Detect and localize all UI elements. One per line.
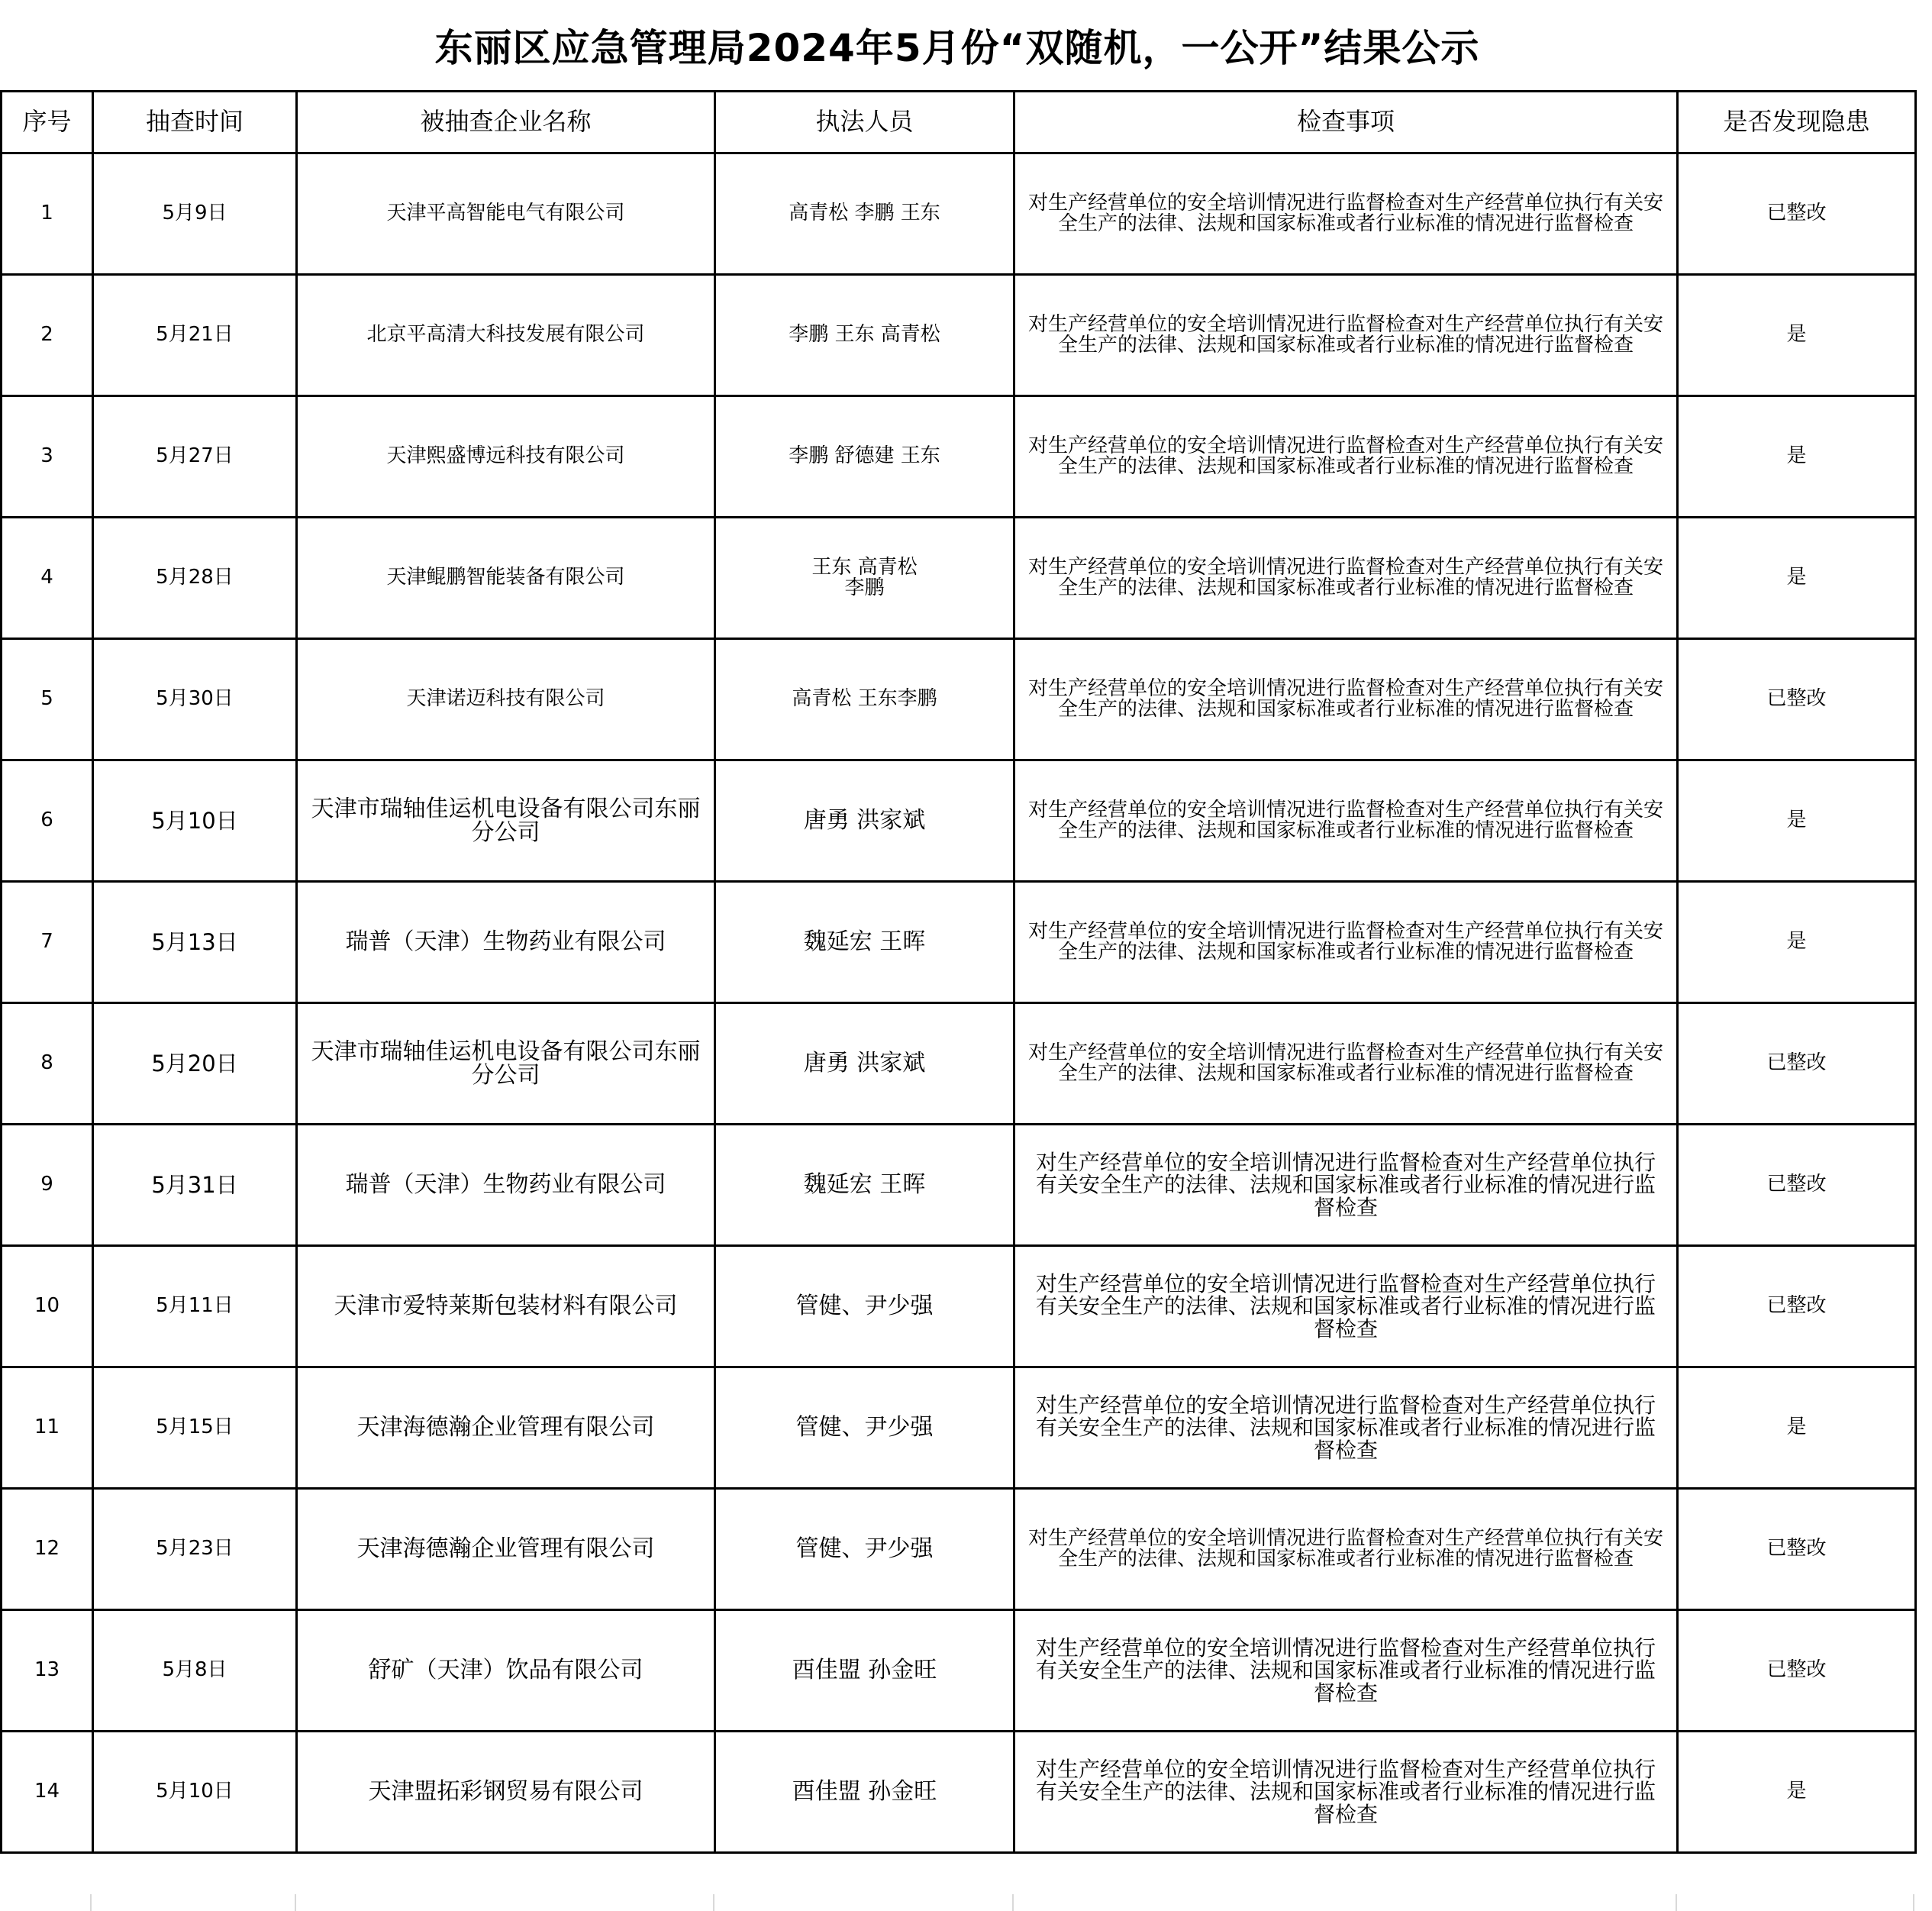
cell-company: 天津市爱特莱斯包装材料有限公司 (297, 1246, 715, 1367)
cell-date: 5月28日 (93, 518, 297, 639)
cell-date: 5月21日 (93, 275, 297, 396)
cell-item: 对生产经营单位的安全培训情况进行监督检查对生产经营单位执行有关安全生产的法律、法规和国家标准或者行业标准的情况进行监督检查 (1014, 760, 1678, 882)
cell-hazard: 是 (1678, 882, 1916, 1003)
cell-staff: 管健、尹少强 (715, 1489, 1014, 1610)
table-row (2, 275, 1916, 396)
cell-item: 对生产经营单位的安全培训情况进行监督检查对生产经营单位执行有关安全生产的法律、法规和国家标准或者行业标准的情况进行监督检查 (1014, 1246, 1678, 1367)
cell-seq: 9 (2, 1125, 93, 1246)
cell-date: 5月10日 (93, 1732, 297, 1853)
cell-date: 5月15日 (93, 1367, 297, 1489)
cell-staff: 李鹏 王东 高青松 (715, 275, 1014, 396)
cell-company: 瑞普（天津）生物药业有限公司 (297, 1125, 715, 1246)
cell-staff: 唐勇 洪家斌 (715, 760, 1014, 882)
header-item: 检查事项 (1014, 92, 1678, 153)
cell-hazard: 已整改 (1678, 1246, 1916, 1367)
cell-item: 对生产经营单位的安全培训情况进行监督检查对生产经营单位执行有关安全生产的法律、法规和国家标准或者行业标准的情况进行监督检查 (1014, 275, 1678, 396)
cell-company: 天津诺迈科技有限公司 (297, 639, 715, 760)
cell-staff: 李鹏 舒德建 王东 (715, 396, 1014, 518)
cell-staff: 酉佳盟 孙金旺 (715, 1610, 1014, 1732)
cell-date: 5月9日 (93, 153, 297, 275)
table-row (2, 1610, 1916, 1732)
table-row (2, 882, 1916, 1003)
cell-hazard: 是 (1678, 518, 1916, 639)
cell-item: 对生产经营单位的安全培训情况进行监督检查对生产经营单位执行有关安全生产的法律、法规和国家标准或者行业标准的情况进行监督检查 (1014, 1489, 1678, 1610)
cell-company: 天津盟拓彩钢贸易有限公司 (297, 1732, 715, 1853)
cell-item: 对生产经营单位的安全培训情况进行监督检查对生产经营单位执行有关安全生产的法律、法规和国家标准或者行业标准的情况进行监督检查 (1014, 153, 1678, 275)
cell-hazard: 是 (1678, 275, 1916, 396)
table-header-row (2, 92, 1916, 153)
cell-hazard: 已整改 (1678, 153, 1916, 275)
cell-item: 对生产经营单位的安全培训情况进行监督检查对生产经营单位执行有关安全生产的法律、法规和国家标准或者行业标准的情况进行监督检查 (1014, 396, 1678, 518)
table-row (2, 518, 1916, 639)
cell-date: 5月10日 (93, 760, 297, 882)
cell-staff: 高青松 李鹏 王东 (715, 153, 1014, 275)
cell-item: 对生产经营单位的安全培训情况进行监督检查对生产经营单位执行有关安全生产的法律、法规和国家标准或者行业标准的情况进行监督检查 (1014, 1610, 1678, 1732)
cell-seq: 4 (2, 518, 93, 639)
cell-seq: 12 (2, 1489, 93, 1610)
cell-date: 5月13日 (93, 882, 297, 1003)
cell-company: 天津海德瀚企业管理有限公司 (297, 1367, 715, 1489)
cell-date: 5月30日 (93, 639, 297, 760)
table-row (2, 1732, 1916, 1853)
page-title: 东丽区应急管理局2024年5月份“双随机，一公开”结果公示 (434, 26, 1480, 70)
cell-hazard: 已整改 (1678, 1003, 1916, 1125)
header-staff: 执法人员 (715, 92, 1014, 153)
cell-seq: 13 (2, 1610, 93, 1732)
header-company: 被抽查企业名称 (297, 92, 715, 153)
cell-staff: 魏延宏 王晖 (715, 882, 1014, 1003)
cell-seq: 6 (2, 760, 93, 882)
cell-seq: 7 (2, 882, 93, 1003)
table-row (2, 153, 1916, 275)
table-body (2, 153, 1916, 1853)
table-row (2, 1125, 1916, 1246)
cell-staff: 魏延宏 王晖 (715, 1125, 1014, 1246)
table-row (2, 1003, 1916, 1125)
cell-date: 5月27日 (93, 396, 297, 518)
cell-item: 对生产经营单位的安全培训情况进行监督检查对生产经营单位执行有关安全生产的法律、法规和国家标准或者行业标准的情况进行监督检查 (1014, 882, 1678, 1003)
cell-staff: 酉佳盟 孙金旺 (715, 1732, 1014, 1853)
table-row (2, 1489, 1916, 1610)
cell-staff: 管健、尹少强 (715, 1246, 1014, 1367)
cell-seq: 14 (2, 1732, 93, 1853)
cell-hazard: 是 (1678, 1732, 1916, 1853)
cell-hazard: 是 (1678, 1367, 1916, 1489)
cell-date: 5月20日 (93, 1003, 297, 1125)
cell-date: 5月8日 (93, 1610, 297, 1732)
cell-date: 5月31日 (93, 1125, 297, 1246)
table-row (2, 396, 1916, 518)
cell-item: 对生产经营单位的安全培训情况进行监督检查对生产经营单位执行有关安全生产的法律、法规和国家标准或者行业标准的情况进行监督检查 (1014, 518, 1678, 639)
cell-seq: 1 (2, 153, 93, 275)
cell-staff: 管健、尹少强 (715, 1367, 1014, 1489)
cell-item: 对生产经营单位的安全培训情况进行监督检查对生产经营单位执行有关安全生产的法律、法规和国家标准或者行业标准的情况进行监督检查 (1014, 639, 1678, 760)
cell-hazard: 已整改 (1678, 1610, 1916, 1732)
cell-seq: 10 (2, 1246, 93, 1367)
table-row (2, 1367, 1916, 1489)
header-hazard: 是否发现隐患 (1678, 92, 1916, 153)
cell-company: 舒矿（天津）饮品有限公司 (297, 1610, 715, 1732)
cell-item: 对生产经营单位的安全培训情况进行监督检查对生产经营单位执行有关安全生产的法律、法规和国家标准或者行业标准的情况进行监督检查 (1014, 1125, 1678, 1246)
cell-seq: 3 (2, 396, 93, 518)
results-table (0, 90, 1917, 1854)
cell-seq: 5 (2, 639, 93, 760)
cell-staff: 王东 高青松 李鹏 (715, 518, 1014, 639)
cell-seq: 11 (2, 1367, 93, 1489)
cell-hazard: 是 (1678, 760, 1916, 882)
cell-company: 天津平高智能电气有限公司 (297, 153, 715, 275)
cell-company: 天津鲲鹏智能装备有限公司 (297, 518, 715, 639)
cell-hazard: 已整改 (1678, 1125, 1916, 1246)
cell-company: 天津市瑞轴佳运机电设备有限公司东丽分公司 (297, 760, 715, 882)
cell-seq: 8 (2, 1003, 93, 1125)
table-row (2, 639, 1916, 760)
cell-item: 对生产经营单位的安全培训情况进行监督检查对生产经营单位执行有关安全生产的法律、法规和国家标准或者行业标准的情况进行监督检查 (1014, 1367, 1678, 1489)
cell-hazard: 已整改 (1678, 1489, 1916, 1610)
cell-company: 天津海德瀚企业管理有限公司 (297, 1489, 715, 1610)
cell-item: 对生产经营单位的安全培训情况进行监督检查对生产经营单位执行有关安全生产的法律、法规和国家标准或者行业标准的情况进行监督检查 (1014, 1003, 1678, 1125)
cell-date: 5月11日 (93, 1246, 297, 1367)
cell-company: 天津熙盛博远科技有限公司 (297, 396, 715, 518)
cell-company: 天津市瑞轴佳运机电设备有限公司东丽分公司 (297, 1003, 715, 1125)
table-row (2, 1246, 1916, 1367)
cell-item: 对生产经营单位的安全培训情况进行监督检查对生产经营单位执行有关安全生产的法律、法规和国家标准或者行业标准的情况进行监督检查 (1014, 1732, 1678, 1853)
cell-staff: 唐勇 洪家斌 (715, 1003, 1014, 1125)
sheet-gridline-stubs (0, 1894, 1914, 1911)
header-seq: 序号 (2, 92, 93, 153)
cell-company: 北京平高清大科技发展有限公司 (297, 275, 715, 396)
cell-hazard: 已整改 (1678, 639, 1916, 760)
cell-hazard: 是 (1678, 396, 1916, 518)
table-row (2, 760, 1916, 882)
header-date: 抽查时间 (93, 92, 297, 153)
cell-company: 瑞普（天津）生物药业有限公司 (297, 882, 715, 1003)
cell-staff: 高青松 王东李鹏 (715, 639, 1014, 760)
cell-date: 5月23日 (93, 1489, 297, 1610)
cell-seq: 2 (2, 275, 93, 396)
